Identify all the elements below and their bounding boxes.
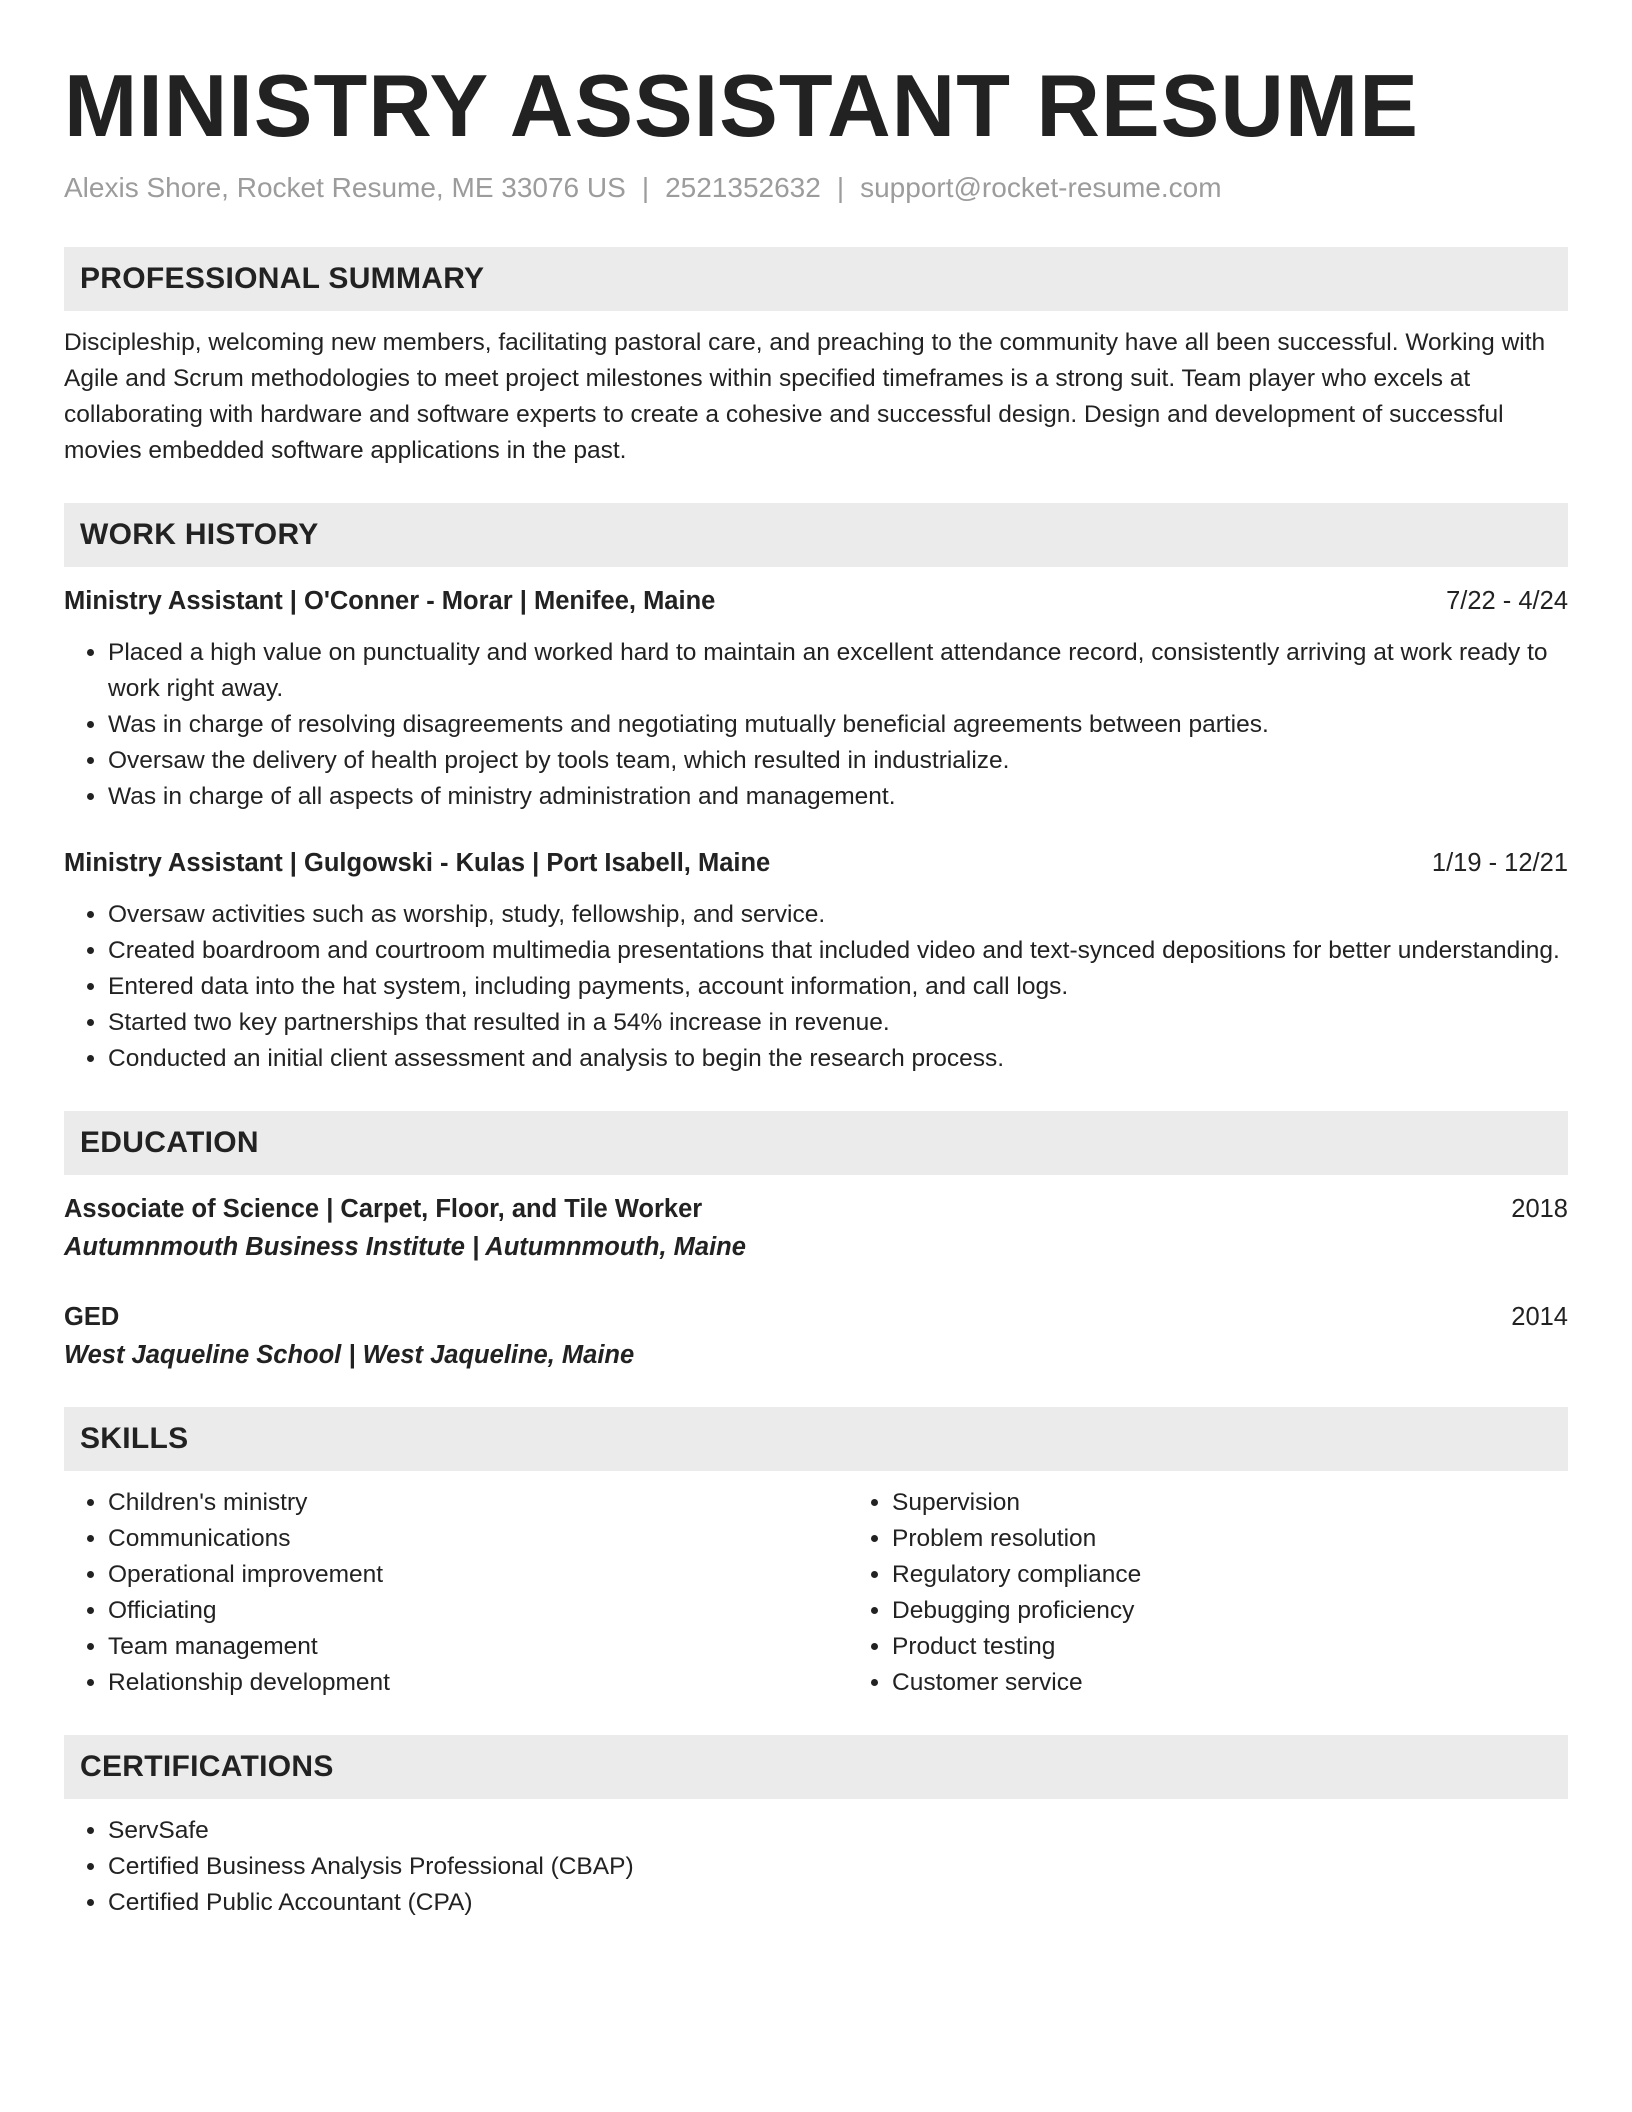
skill-item: • Children's ministry xyxy=(108,1485,848,1521)
skill-item: • Officiating xyxy=(108,1593,848,1629)
skill-item: • Problem resolution xyxy=(892,1521,1141,1557)
certification-item: • ServSafe xyxy=(108,1813,1568,1849)
job-header xyxy=(64,583,1568,619)
skill-item: • Relationship development xyxy=(108,1665,848,1701)
job-header xyxy=(64,845,1568,881)
skills-list-left xyxy=(64,1485,848,1701)
certification-item: • Certified Business Analysis Professional (CBAP) xyxy=(108,1849,1568,1885)
education-school: Autumnmouth Business Institute | Autumnmouth, Maine xyxy=(64,1233,746,1261)
section-header-skills: SKILLS xyxy=(64,1407,1568,1471)
job-entry xyxy=(64,583,1568,815)
skills-grid xyxy=(64,1485,1568,1701)
education-degree: Associate of Science | Carpet, Floor, and Tile Worker xyxy=(64,1195,703,1223)
job-bullet-list xyxy=(64,635,1568,815)
skill-item: • Operational improvement xyxy=(108,1557,848,1593)
contact-separator: | xyxy=(836,172,845,203)
resume-title: MINISTRY ASSISTANT RESUME xyxy=(64,56,1419,155)
job-bullet-list xyxy=(64,897,1568,1077)
section-header-work-history: WORK HISTORY xyxy=(64,503,1568,567)
skill-item: • Communications xyxy=(108,1521,848,1557)
job-title: Ministry Assistant | O'Conner - Morar | Menifee, Maine xyxy=(64,587,716,615)
education-degree: GED xyxy=(64,1303,120,1331)
education-entry xyxy=(64,1191,1568,1265)
section-header-summary: PROFESSIONAL SUMMARY xyxy=(64,247,1568,311)
education-header xyxy=(64,1191,1568,1227)
job-bullet: • Oversaw the delivery of health project by tools team, which resulted in industrialize. xyxy=(108,743,1568,779)
job-bullet: • Entered data into the hat system, including payments, account information, and call logs. xyxy=(108,969,1568,1005)
education-school: West Jaqueline School | West Jaqueline, Maine xyxy=(64,1341,635,1369)
skill-item: • Customer service xyxy=(892,1665,1141,1701)
job-title: Ministry Assistant | Gulgowski - Kulas | Port Isabell, Maine xyxy=(64,849,771,877)
contact-phone: 2521352632 xyxy=(665,172,821,203)
certification-item: • Certified Public Accountant (CPA) xyxy=(108,1885,1568,1921)
summary-text: Discipleship, welcoming new members, facilitating pastoral care, and preaching to the community have all been successful. Working with Agile and Scrum methodologies to meet project milestones within specified timeframes is a strong suit. Team player who excels at collaborating with hardware and software experts to create a cohesive and successful design. Design and development of successful movies embedded software applications in the past. xyxy=(64,329,1546,464)
job-bullet: • Started two key partnerships that resulted in a 54% increase in revenue. xyxy=(108,1005,1568,1041)
contact-email: support@rocket-resume.com xyxy=(860,172,1222,203)
skills-list-right xyxy=(848,1485,1141,1701)
contact-separator: | xyxy=(641,172,650,203)
skill-item: • Regulatory compliance xyxy=(892,1557,1141,1593)
contact-address: Alexis Shore, Rocket Resume, ME 33076 US xyxy=(64,172,626,203)
job-dates: 7/22 - 4/24 xyxy=(1446,587,1568,615)
education-year: 2018 xyxy=(1511,1195,1568,1223)
skill-item: • Supervision xyxy=(892,1485,1141,1521)
job-bullet: • Was in charge of resolving disagreements and negotiating mutually beneficial agreements between parties. xyxy=(108,707,1568,743)
job-bullet: • Created boardroom and courtroom multimedia presentations that included video and text-synced depositions for better understanding. xyxy=(108,933,1568,969)
job-bullet: • Was in charge of all aspects of ministry administration and management. xyxy=(108,779,1568,815)
section-header-certifications: CERTIFICATIONS xyxy=(64,1735,1568,1799)
skill-item: • Debugging proficiency xyxy=(892,1593,1141,1629)
contact-line xyxy=(64,170,1568,206)
education-header xyxy=(64,1299,1568,1335)
job-bullet: • Oversaw activities such as worship, study, fellowship, and service. xyxy=(108,897,1568,933)
education-year: 2014 xyxy=(1511,1303,1568,1331)
job-bullet: • Conducted an initial client assessment and analysis to begin the research process. xyxy=(108,1041,1568,1077)
certifications-list xyxy=(64,1813,1568,1921)
job-entry xyxy=(64,845,1568,1077)
skill-item: • Product testing xyxy=(892,1629,1141,1665)
job-dates: 1/19 - 12/21 xyxy=(1431,849,1568,877)
education-entry xyxy=(64,1299,1568,1373)
job-bullet: • Placed a high value on punctuality and worked hard to maintain an excellent attendance record, consistently arriving at work ready to work right away. xyxy=(108,635,1568,707)
skill-item: • Team management xyxy=(108,1629,848,1665)
section-header-education: EDUCATION xyxy=(64,1111,1568,1175)
